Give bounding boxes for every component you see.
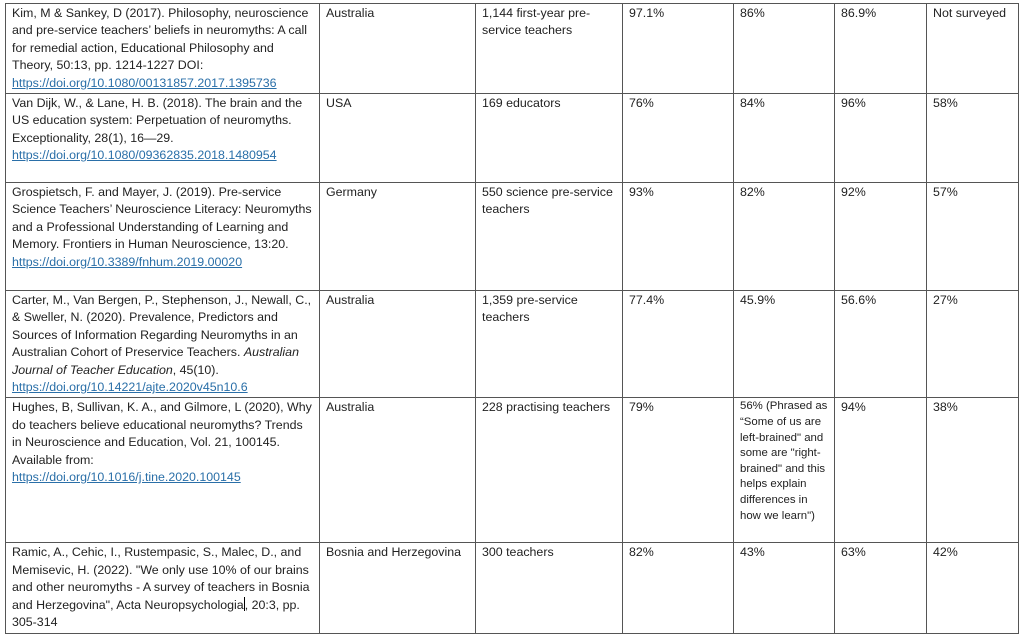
value-cell: 45.9%	[734, 291, 835, 398]
value-cell: 43%	[734, 543, 835, 633]
value-cell: Not surveyed	[927, 4, 1019, 94]
doi-link[interactable]: https://doi.org/10.1080/00131857.2017.1395736	[12, 75, 277, 90]
citation-cell	[6, 543, 320, 633]
country-cell: Germany	[320, 183, 476, 291]
table-row	[6, 291, 1019, 398]
citation-text: Kim, M & Sankey, D (2017). Philosophy, neuroscience and pre-service teachers’ beliefs in neuromyths: A call for remedial action, Educational Philosophy and Theory, 50:13, pp. 1214-1227 DOI:	[12, 6, 309, 73]
value-cell: 96%	[835, 94, 927, 183]
value-cell: 56.6%	[835, 291, 927, 398]
value-cell: 77.4%	[623, 291, 734, 398]
value-cell: 27%	[927, 291, 1019, 398]
table-row	[6, 183, 1019, 291]
sample-cell: 300 teachers	[476, 543, 623, 633]
doi-link[interactable]: https://doi.org/10.1080/09362835.2018.1480954	[12, 148, 277, 163]
citation-cell	[6, 398, 320, 543]
citation-cell	[6, 291, 320, 398]
value-cell: 84%	[734, 94, 835, 183]
citation-text: Grospietsch, F. and Mayer, J. (2019). Pre-service Science Teachers’ Neuroscience Literacy: Neuromyths and a Professional Understanding of Learning and Memory. Frontiers in Human Neuroscience, 13:20.	[12, 185, 312, 252]
sample-cell: 550 science pre-service teachers	[476, 183, 623, 291]
table-row	[6, 4, 1019, 94]
doi-link[interactable]: https://doi.org/10.14221/ajte.2020v45n10.6	[12, 380, 248, 395]
citation-tail: , 45(10).	[172, 362, 219, 377]
sample-cell: 169 educators	[476, 94, 623, 183]
sample-cell: 1,359 pre-service teachers	[476, 291, 623, 398]
table-row	[6, 94, 1019, 183]
value-cell: 79%	[623, 398, 734, 543]
value-cell: 58%	[927, 94, 1019, 183]
country-cell: Australia	[320, 291, 476, 398]
value-cell: 92%	[835, 183, 927, 291]
value-cell: 42%	[927, 543, 1019, 633]
value-cell: 56% (Phrased as “Some of us are left-brained" and some are "right-brained" and this helps explain differences in how we learn")	[734, 398, 835, 543]
journal-title: Australian Journal of Teacher Education	[12, 345, 299, 377]
country-cell: Australia	[320, 4, 476, 94]
citation-text: Ramic, A., Cehic, I., Rustempasic, S., Malec, D., and Memisevic, H. (2022). "We only use 10% of our brains and other neuromyths - A survey of teachers in Bosnia and Herzegovina", Acta Neuropsychologia	[12, 545, 310, 612]
citation-cell	[6, 4, 320, 94]
citation-text: Carter, M., Van Bergen, P., Stephenson, J., Newall, C., & Sweller, N. (2020). Prevalence, Predictors and Sources of Information Regarding Neuromyths in an Australian Cohort of Preservice Teachers.	[12, 293, 312, 360]
citation-text: Hughes, B, Sullivan, K. A., and Gilmore, L (2020), Why do teachers believe educational neuromyths? Trends in Neuroscience and Education, Vol. 21, 100145. Available from:	[12, 400, 312, 467]
country-cell: Bosnia and Herzegovina	[320, 543, 476, 633]
table-row	[6, 398, 1019, 543]
value-cell: 57%	[927, 183, 1019, 291]
citation-text: Van Dijk, W., & Lane, H. B. (2018). The brain and the US education system: Perpetuation of neuromyths. Exceptionality, 28(1), 16—29.	[12, 96, 303, 145]
citation-tail: , 20:3, pp. 305-314	[12, 597, 300, 630]
value-cell: 86.9%	[835, 4, 927, 94]
country-cell: Australia	[320, 398, 476, 543]
value-cell: 82%	[623, 543, 734, 633]
value-cell: 97.1%	[623, 4, 734, 94]
doi-link[interactable]: https://doi.org/10.1016/j.tine.2020.100145	[12, 470, 241, 485]
value-cell: 63%	[835, 543, 927, 633]
value-cell: 94%	[835, 398, 927, 543]
value-cell: 82%	[734, 183, 835, 291]
sample-cell: 1,144 first-year pre-service teachers	[476, 4, 623, 94]
sample-cell: 228 practising teachers	[476, 398, 623, 543]
neuromyths-studies-table	[5, 3, 1019, 634]
value-cell: 38%	[927, 398, 1019, 543]
doi-link[interactable]: https://doi.org/10.3389/fnhum.2019.00020	[12, 254, 243, 269]
country-cell: USA	[320, 94, 476, 183]
citation-cell	[6, 94, 320, 183]
table-row	[6, 543, 1019, 633]
value-cell: 86%	[734, 4, 835, 94]
citation-cell	[6, 183, 320, 291]
value-cell: 93%	[623, 183, 734, 291]
value-cell: 76%	[623, 94, 734, 183]
